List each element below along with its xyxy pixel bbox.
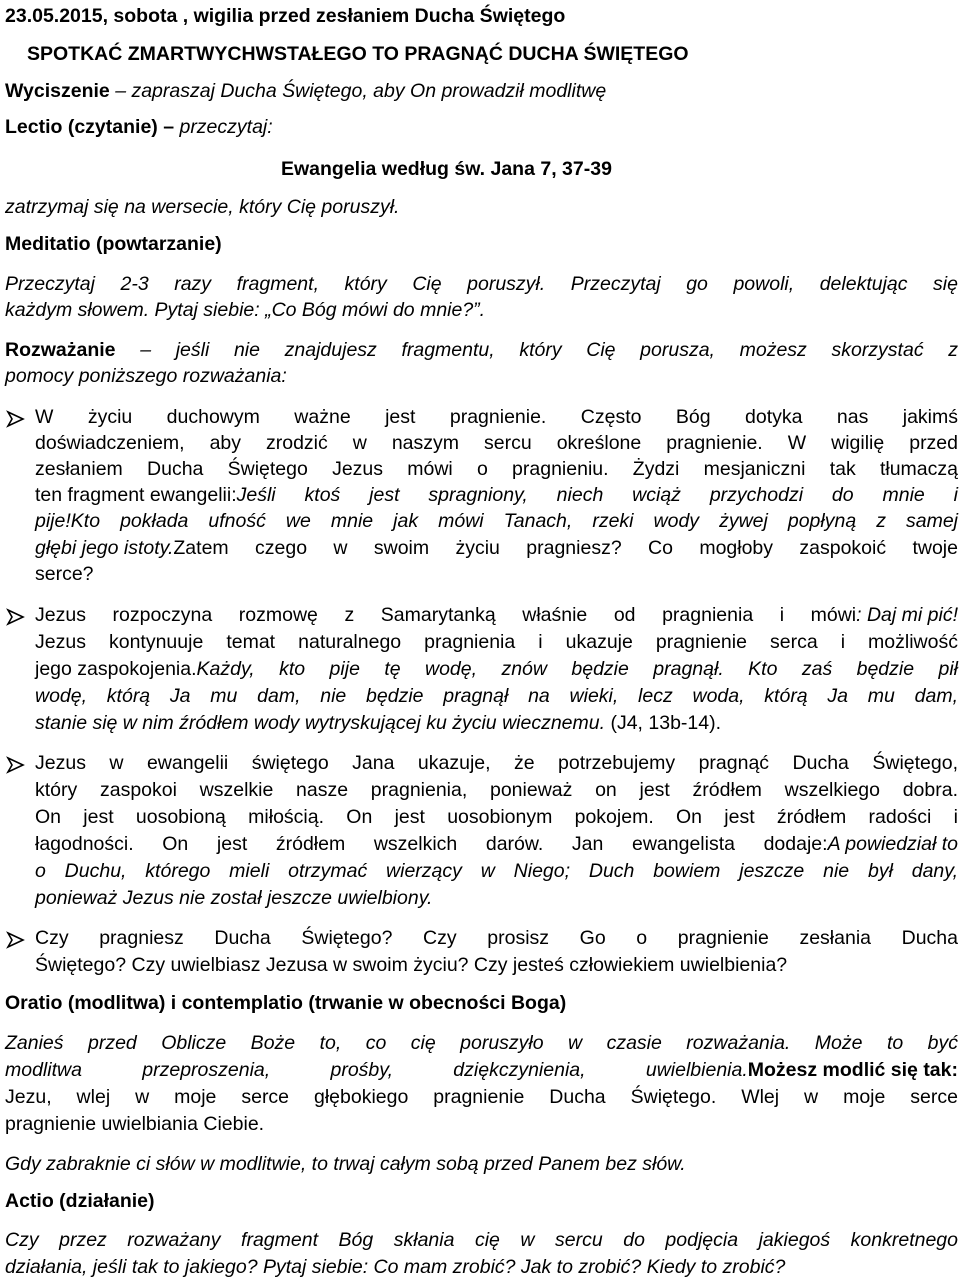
bullet-2-line-1 (35, 604, 958, 627)
bullet-3-quote: A powiedział to (827, 833, 958, 855)
actio-line-1: Czy przez rozważany fragment Bóg skłania cię w sercu do podjęcia jakiegoś konkretnego (5, 1229, 958, 1251)
bullet-3-line-6: ponieważ Jezus nie został jeszcze uwielbiony. (35, 887, 433, 909)
bullet-1-question: Zatem czego w swoim życiu pragniesz? Co mogłoby zaspokoić twoje (173, 537, 958, 559)
wyciszenie-line (5, 80, 958, 103)
lectio-stop: zatrzymaj się na wersecie, który Cię poruszył. (5, 196, 400, 218)
oratio-line-3: Jezu, wlej w moje serce głębokiego pragnienie Ducha Świętego. Wlej w moje serce (5, 1086, 958, 1108)
bullet-2-quote: : Daj mi pić! (856, 604, 958, 626)
wyciszenie-text: – zapraszaj Ducha Świętego, aby On prowadził modlitwę (109, 80, 607, 102)
bullet-3-text: łagodności. On jest źródłem wszelkich darów. Jan ewangelista dodaje: (35, 833, 828, 855)
bullet-1-text: ten fragment ewangelii: (35, 484, 237, 506)
oratio-line-5: Gdy zabraknie ci słów w modlitwie, to trwaj całym sobą przed Panem bez słów. (5, 1153, 686, 1175)
oratio-text: modlitwa przeproszenia, prośby, dziękczynienia, uwielbienia. (5, 1059, 748, 1081)
bullet-1-line-5 (35, 510, 958, 533)
bullet-2-quote-2: Każdy, kto pije tę wodę, znów będzie pragnął. Kto zaś będzie pił (196, 658, 958, 680)
bullet-4-line-1: Czy pragniesz Ducha Świętego? Czy prosisz Go o pragnienie zesłania Ducha (35, 927, 958, 949)
page-title: SPOTKAĆ ZMARTWYCHWSTAŁEGO TO PRAGNĄĆ DUCHA ŚWIĘTEGO (27, 43, 689, 65)
bullet-1-line-4 (35, 484, 958, 507)
bullet-2-line-2: Jezus kontynuuje temat naturalnego pragnienia i ukazuje pragnienie serca i możliwość (35, 631, 958, 653)
meditatio-line-2: każdym słowem. Pytaj siebie: „Co Bóg mówi do mnie?”. (5, 299, 486, 321)
bullet-1-tanach: Kto pokłada ufność we mnie jak mówi Tanach, rzeki wody żywej popłyną z samej (70, 510, 958, 532)
rozwazanie-line-1 (5, 339, 958, 362)
bullet-2-text-2: jego zaspokojenia. (35, 658, 197, 680)
bullet-2-line-5 (35, 712, 958, 735)
bullet-2-quote-3: stanie się w nim źródłem wody wytryskującej ku życiu wiecznemu. (35, 712, 606, 734)
bullet-3-line-4 (35, 833, 958, 856)
rozwazanie-label: Rozważanie (5, 339, 116, 361)
actio-label: Actio (działanie) (5, 1190, 155, 1212)
lectio-label: Lectio (czytanie) – (5, 116, 180, 138)
gospel-reference: Ewangelia według św. Jana 7, 37-39 (281, 158, 612, 180)
arrow-bullet-icon (5, 754, 27, 776)
meditatio-label: Meditatio (powtarzanie) (5, 233, 222, 255)
rozwazanie-line-2: pomocy poniższego rozważania: (5, 365, 287, 387)
wyciszenie-label: Wyciszenie (5, 80, 110, 102)
bullet-1-quote: Jeśli ktoś jest spragniony, niech wciąż przychodzi do mnie i (236, 484, 958, 506)
bullet-2-line-3 (35, 658, 958, 681)
bullet-2-reference: (J4, 13b-14). (605, 712, 722, 734)
oratio-line-2 (5, 1059, 958, 1082)
bullet-4-line-2: Świętego? Czy uwielbiasz Jezusa w swoim życiu? Czy jesteś człowiekiem uwielbienia? (35, 954, 788, 976)
oratio-line-4: pragnienie uwielbiania Ciebie. (5, 1113, 265, 1135)
arrow-bullet-icon (5, 929, 27, 951)
meditatio-line-1: Przeczytaj 2-3 razy fragment, który Cię poruszył. Przeczytaj go powoli, delektując się (5, 273, 958, 295)
actio-line-2: działania, jeśli tak to jakiego? Pytaj siebie: Co mam zrobić? Jak to zrobić? Kiedy to zrobić? (5, 1256, 786, 1278)
oratio-prompt: Możesz modlić się tak: (747, 1059, 958, 1081)
rozwazanie-text: – jeśli nie znajdujesz fragmentu, który Cię porusza, możesz skorzystać z (115, 339, 958, 361)
bullet-3-line-1: Jezus w ewangelii świętego Jana ukazuje, że potrzebujemy pragnąć Ducha Świętego, (35, 752, 958, 774)
oratio-label: Oratio (modlitwa) i contemplatio (trwanie w obecności Boga) (5, 992, 567, 1014)
date-line: 23.05.2015, sobota , wigilia przed zesłaniem Ducha Świętego (5, 5, 566, 27)
bullet-1-line-2: doświadczeniem, aby zrodzić w naszym sercu określone pragnienie. W wigilię przed (35, 432, 958, 454)
bullet-1-line-7: serce? (35, 563, 94, 585)
bullet-1-line-6 (35, 537, 958, 560)
bullet-3-line-2: który zaspokoi wszelkie nasze pragnienia, ponieważ on jest źródłem wszelkiego dobra. (35, 779, 958, 801)
lectio-line (5, 116, 958, 139)
arrow-bullet-icon (5, 408, 27, 430)
oratio-line-1: Zanieś przed Oblicze Boże to, co cię poruszyło w czasie rozważania. Może to być (5, 1032, 958, 1054)
bullet-3-line-3: On jest uosobioną miłością. On jest uosobionym pokojem. On jest źródłem radości i (35, 806, 958, 828)
bullet-1-quote-end: pije! (35, 510, 71, 532)
bullet-3-line-5: o Duchu, którego mieli otrzymać wierzący w Niego; Duch bowiem jeszcze nie był dany, (35, 860, 958, 882)
lectio-text: przeczytaj: (179, 116, 273, 138)
bullet-1-line-1: W życiu duchowym ważne jest pragnienie. Często Bóg dotyka nas jakimś (35, 406, 958, 428)
bullet-2-line-4: wodę, którą Ja mu dam, nie będzie pragnął na wieki, lecz woda, którą Ja mu dam, (35, 685, 958, 707)
bullet-1-tanach-end: głębi jego istoty. (35, 537, 174, 559)
bullet-1-line-3: zesłaniem Ducha Świętego Jezus mówi o pragnieniu. Żydzi mesjaniczni tak tłumaczą (35, 458, 958, 480)
arrow-bullet-icon (5, 606, 27, 628)
bullet-2-text: Jezus rozpoczyna rozmowę z Samarytanką właśnie od pragnienia i mówi (35, 604, 857, 626)
